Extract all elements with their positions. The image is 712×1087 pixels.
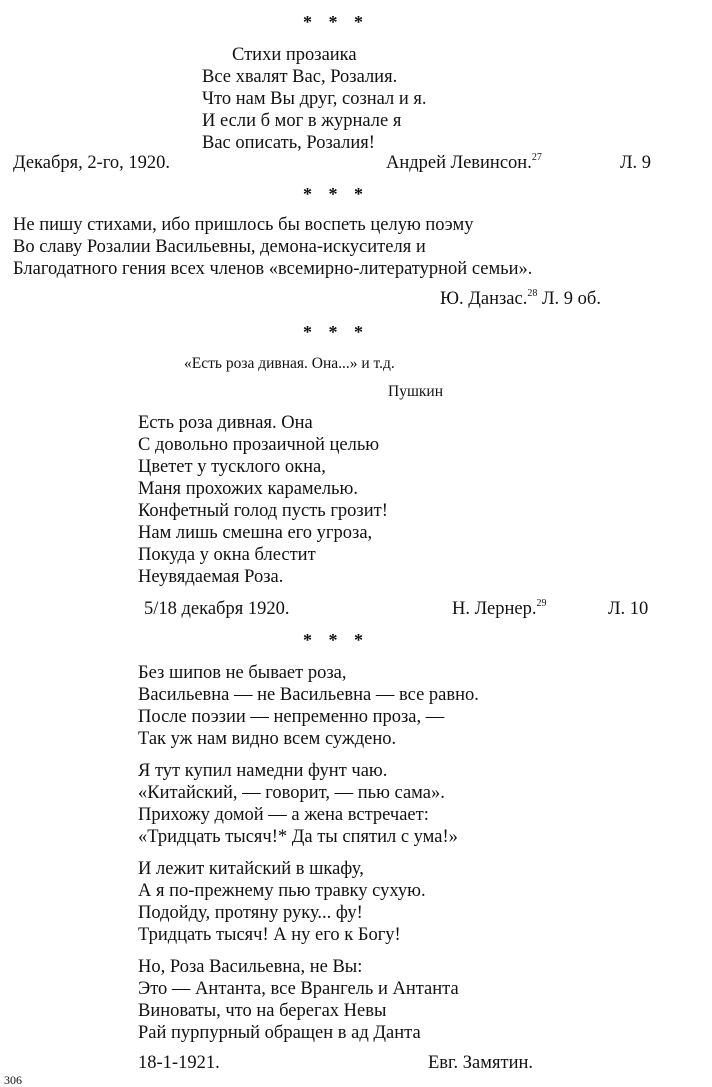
poem-line: Конфетный голод пусть грозит! xyxy=(138,501,388,521)
poem-line: С довольно прозаичной целью xyxy=(138,435,380,455)
poem-line: А я по-прежнему пью травку сухую. xyxy=(138,881,426,901)
entry-author xyxy=(452,597,547,619)
separator-4: * * * xyxy=(303,630,369,650)
poem-line: Тридцать тысяч! А ну его к Богу! xyxy=(138,925,401,945)
poem-line: Но, Роза Васильевна, не Вы: xyxy=(138,957,363,977)
poem-line: «Тридцать тысяч!* Да ты спятил с ума!» xyxy=(138,827,458,847)
author-name: Андрей Левинсон. xyxy=(386,153,532,173)
poem-line: И если б мог в журнале я xyxy=(202,111,402,131)
sheet-ref: Л. 9 xyxy=(620,153,652,173)
footnote-mark: 28 xyxy=(527,287,538,299)
poem-line: Цветет у тусклого окна, xyxy=(138,457,326,477)
entry-date: 5/18 декабря 1920. xyxy=(144,599,290,619)
poem-line: Вас описать, Розалия! xyxy=(202,133,375,153)
prose-line: Во славу Розалии Васильевны, демона-искусителя и xyxy=(13,237,426,257)
entry-author xyxy=(386,151,542,173)
separator-1: * * * xyxy=(303,12,369,32)
poem-line: Все хвалят Вас, Розалия. xyxy=(202,67,398,87)
separator-3: * * * xyxy=(303,322,369,342)
poem-title: Стихи прозаика xyxy=(232,45,357,65)
poem-line: Есть роза дивная. Она xyxy=(138,413,313,433)
poem-line: Маня прохожих карамелью. xyxy=(138,479,358,499)
separator-2: * * * xyxy=(303,184,369,204)
sheet-ref: Л. 10 xyxy=(608,599,649,619)
prose-line: Не пишу стихами, ибо пришлось бы воспеть целую поэму xyxy=(13,215,474,235)
poem-line: И лежит китайский в шкафу, xyxy=(138,859,364,879)
poem-line: Неувядаемая Роза. xyxy=(138,567,284,587)
page-number: 306 xyxy=(4,1073,22,1087)
prose-line: Благодатного гения всех членов «всемирно-литературной семьи». xyxy=(13,259,533,279)
epigraph: «Есть роза дивная. Она...» и т.д. xyxy=(184,355,395,372)
entry-author xyxy=(440,287,601,309)
footnote-mark: 27 xyxy=(531,151,542,163)
poem-line: Подойду, протяну руку... фу! xyxy=(138,903,363,923)
poem-line: Виноваты, что на берегах Невы xyxy=(138,1001,387,1021)
poem-line: Прихожу домой — а жена встречает: xyxy=(138,805,429,825)
epigraph-author: Пушкин xyxy=(388,383,443,400)
author-name: Ю. Данзас. xyxy=(440,289,528,309)
poem-line: Покуда у окна блестит xyxy=(138,545,316,565)
poem-line: Васильевна — не Васильевна — все равно. xyxy=(138,685,479,705)
poem-line: После поэзии — непременно проза, — xyxy=(138,707,445,727)
poem-line: Рай пурпурный обращен в ад Данта xyxy=(138,1023,421,1043)
poem-line: Это — Антанта, все Врангель и Антанта xyxy=(138,979,459,999)
entry-date: Декабря, 2-го, 1920. xyxy=(13,153,171,173)
poem-line: Что нам Вы друг, сознал и я. xyxy=(202,89,427,109)
entry-author: Евг. Замятин. xyxy=(428,1053,533,1073)
poem-line: Я тут купил намедни фунт чаю. xyxy=(138,761,388,781)
entry-date: 18-1-1921. xyxy=(138,1053,220,1073)
author-name: Н. Лернер. xyxy=(452,599,537,619)
sheet-ref: Л. 9 об. xyxy=(541,289,601,309)
poem-line: Без шипов не бывает роза, xyxy=(138,663,347,683)
poem-line: Нам лишь смешна его угроза, xyxy=(138,523,373,543)
poem-line: «Китайский, — говорит, — пью сама». xyxy=(138,783,445,803)
footnote-mark: 29 xyxy=(536,597,547,609)
poem-line: Так уж нам видно всем суждено. xyxy=(138,729,397,749)
